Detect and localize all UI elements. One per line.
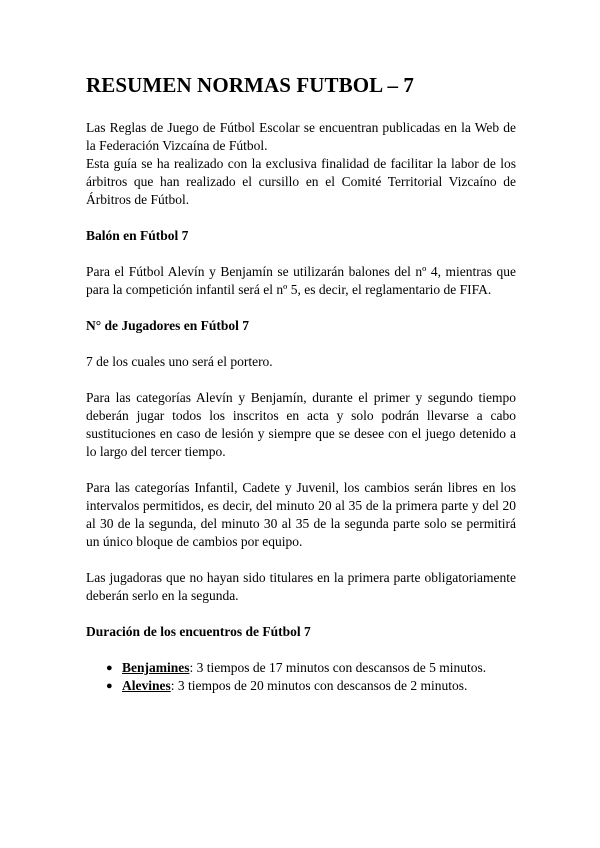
paragraph: Las jugadoras que no hayan sido titulares en la primera parte obligatoriamente deberán serlo en la segunda.: [86, 570, 516, 603]
duration-list: [86, 659, 516, 695]
bullet-icon: ●: [106, 662, 113, 674]
bullet-icon: ●: [106, 680, 113, 692]
list-term: Benjamines: [122, 660, 190, 675]
paragraph: Para el Fútbol Alevín y Benjamín se utilizarán balones del nº 4, mientras que para la competición infantil será el nº 5, es decir, el reglamentario de FIFA.: [86, 264, 516, 297]
section-heading-duracion: Duración de los encuentros de Fútbol 7: [86, 624, 311, 639]
paragraph: Para las categorías Infantil, Cadete y Juvenil, los cambios serán libres en los intervalos permitidos, es decir, del minuto 20 al 35 de la primera parte y del 20 al 30 de la segunda, del minuto 30 al 35 de la segunda parte solo se permitirá un único bloque de cambios por equipo.: [86, 480, 516, 549]
document-title: RESUMEN NORMAS FUTBOL – 7: [86, 73, 415, 97]
paragraph: Para las categorías Alevín y Benjamín, durante el primer y segundo tiempo deberán jugar todos los inscritos en acta y solo podrán llevarse a cabo sustituciones en caso de lesión y siempre que se desee con el juego detenido a lo largo del tercer tiempo.: [86, 390, 516, 459]
list-text: : 3 tiempos de 20 minutos con descansos de 2 minutos.: [170, 678, 468, 693]
section-heading-jugadores: N° de Jugadores en Fútbol 7: [86, 318, 250, 333]
list-item: [106, 677, 516, 695]
list-item: [106, 659, 516, 677]
intro-paragraph: Las Reglas de Juego de Fútbol Escolar se encuentran publicadas en la Web de la Federación Vizcaína de Fútbol.: [86, 120, 516, 153]
intro-paragraph: Esta guía se ha realizado con la exclusiva finalidad de facilitar la labor de los árbitros que han realizado el cursillo en el Comité Territorial Vizcaíno de Árbitros de Fútbol.: [86, 156, 516, 207]
document-body: [86, 72, 516, 695]
list-term: Alevines: [122, 678, 171, 693]
section-heading-balon: Balón en Fútbol 7: [86, 228, 189, 243]
list-text: : 3 tiempos de 17 minutos con descansos de 5 minutos.: [189, 660, 487, 675]
paragraph: 7 de los cuales uno será el portero.: [86, 354, 273, 369]
